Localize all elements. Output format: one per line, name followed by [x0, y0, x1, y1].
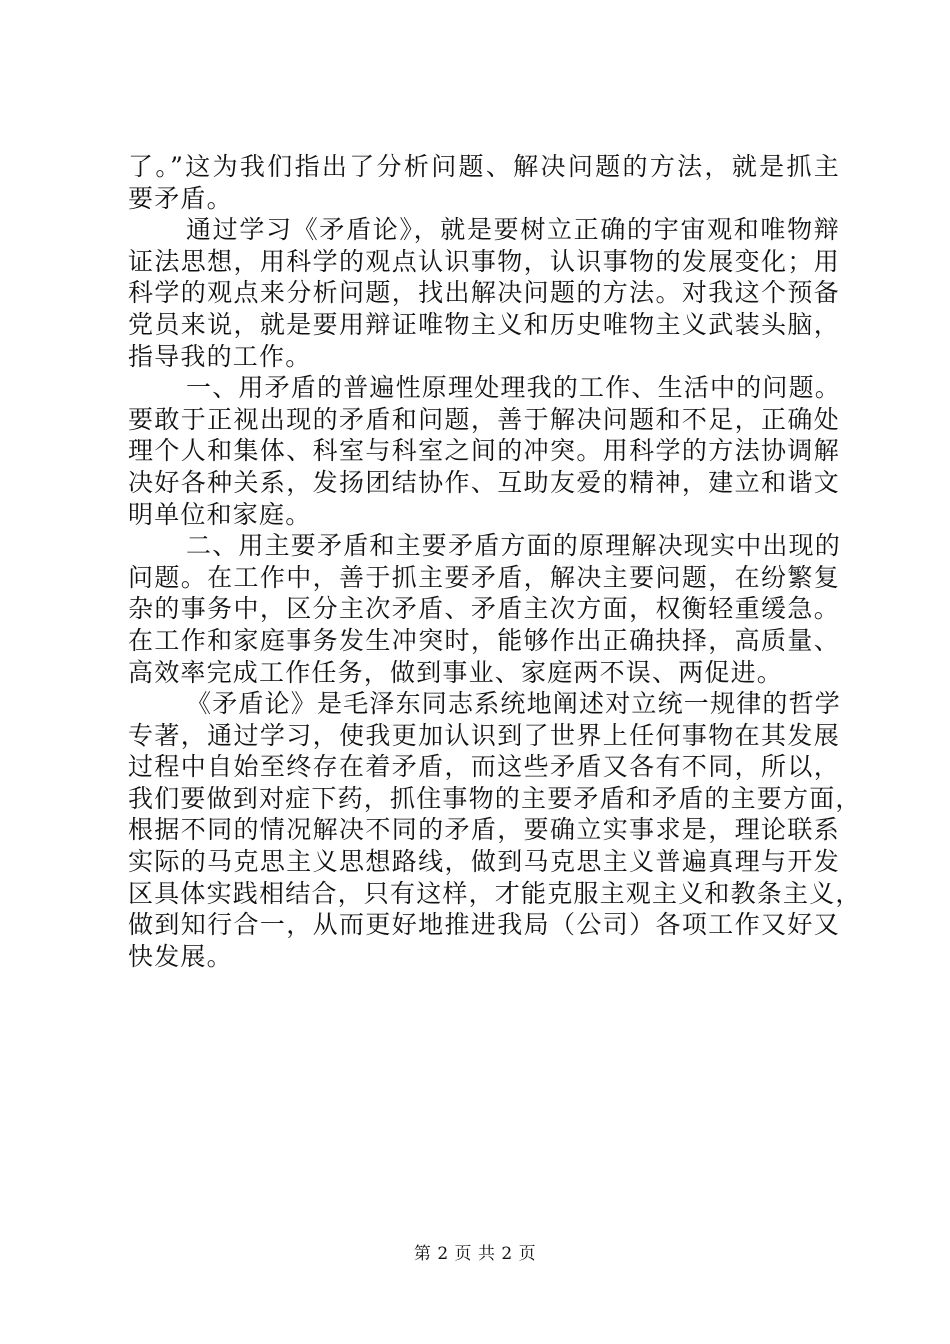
paragraph-line: 二、用主要矛盾和主要矛盾方面的原理解决现实中出现的: [186, 531, 842, 561]
paragraph-line: 明单位和家庭。: [128, 499, 312, 529]
paragraph-line: 专著，通过学习，使我更加认识到了世界上任何事物在其发展: [128, 720, 840, 750]
paragraph-line: 区具体实践相结合，只有这样，才能克服主观主义和教条主义，: [128, 878, 862, 908]
page-footer: 第 2 页 共 2 页: [413, 1244, 537, 1264]
paragraph-line: 指导我的工作。: [128, 341, 312, 371]
paragraph-line: 理个人和集体、科室与科室之间的冲突。用科学的方法协调解: [128, 436, 840, 466]
paragraph-line: 高效率完成工作任务，做到事业、家庭两不误、两促进。: [128, 657, 784, 687]
paragraph-line: 在工作和家庭事务发生冲突时，能够作出正确抉择，高质量、: [128, 625, 840, 655]
paragraph-line: 科学的观点来分析问题，找出解决问题的方法。对我这个预备: [128, 278, 840, 308]
paragraph: [128, 530, 840, 688]
paragraph-line: 一、用矛盾的普遍性原理处理我的工作、生活中的问题。: [186, 373, 842, 403]
paragraph-line: 我们要做到对症下药，抓住事物的主要矛盾和矛盾的主要方面，: [128, 783, 862, 813]
paragraph-line: 杂的事务中，区分主次矛盾、矛盾主次方面，权衡轻重缓急。: [128, 594, 840, 624]
paragraph-line: 决好各种关系，发扬团结协作、互助友爱的精神，建立和谐文: [128, 467, 840, 497]
document-body: [128, 151, 862, 972]
paragraph-line: 证法思想，用科学的观点认识事物，认识事物的发展变化；用: [128, 246, 840, 276]
paragraph: [128, 688, 862, 972]
paragraph-line: 快发展。: [128, 941, 233, 971]
paragraph-line: 实际的马克思主义思想路线，做到马克思主义普遍真理与开发: [128, 847, 840, 877]
paragraph-line: 做到知行合一，从而更好地推进我局（公司）各项工作又好又: [128, 910, 840, 940]
paragraph-line: 问题。在工作中，善于抓主要矛盾，解决主要问题，在纷繁复: [128, 562, 840, 592]
paragraph-line: 《矛盾论》是毛泽东同志系统地阐述对立统一规律的哲学: [186, 689, 842, 719]
paragraph: [128, 151, 840, 214]
paragraph-line: 了。”这为我们指出了分析问题、解决问题的方法，就是抓主: [128, 152, 840, 181]
paragraph-line: 通过学习《矛盾论》，就是要树立正确的宇宙观和唯物辩: [186, 215, 840, 245]
paragraph-line: 要矛盾。: [128, 183, 233, 213]
paragraph: [128, 214, 840, 372]
paragraph-line: 根据不同的情况解决不同的矛盾，要确立实事求是，理论联系: [128, 815, 840, 845]
paragraph-line: 过程中自始至终存在着矛盾，而这些矛盾又各有不同，所以，: [128, 752, 840, 782]
paragraph-line: 党员来说，就是要用辩证唯物主义和历史唯物主义武装头脑，: [128, 309, 840, 339]
paragraph-line: 要敢于正视出现的矛盾和问题，善于解决问题和不足，正确处: [128, 404, 840, 434]
paragraph: [128, 372, 840, 530]
